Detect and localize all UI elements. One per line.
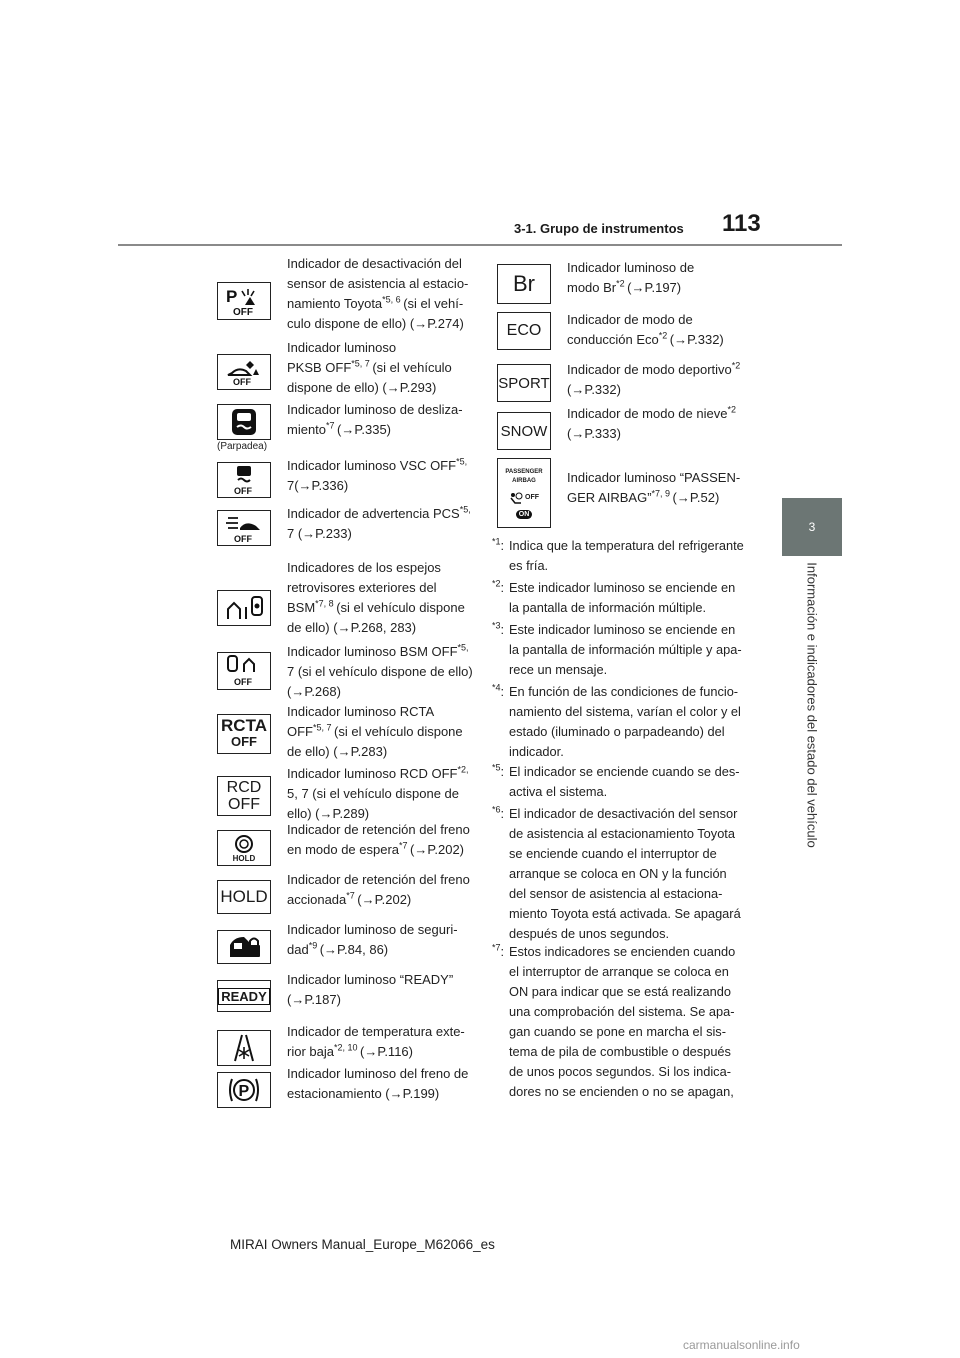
footnote-text: Indica que la temperatura del refrigerante es fría.	[509, 538, 744, 573]
chapter-tab	[782, 498, 842, 556]
footnote-text: Estos indicadores se encienden cuando el interruptor de arranque se coloca en ON para indicar que se está realizando una comprobación del sistema. Se apa- gan cuando se pone en marcha el sis- tema de pila de combustible o después de unos pocos segundos. Si los indica- dores no se encienden o no se apagan,	[509, 944, 736, 1099]
indicator-description: Indicador luminoso PKSB OFF$^{*5, 7}$ (si el vehículo dispone de ello) (→P.293)	[287, 340, 452, 395]
icon-text: HOLD	[232, 853, 256, 863]
icon-text: READY	[218, 988, 270, 1005]
indicator-description: Indicador luminoso de modo Br$^{*2}$ (→P.197)	[567, 260, 695, 295]
ready-icon	[217, 980, 271, 1012]
indicator-description: Indicador de retención del freno en modo de espera$^{*7}$ (→P.202)	[287, 822, 470, 857]
vsc-off-icon	[217, 462, 271, 498]
icon-text: OFF	[231, 734, 257, 749]
footnote-7	[492, 942, 746, 1102]
svg-text:OFF: OFF	[233, 307, 253, 317]
pksb-off-icon	[217, 354, 271, 390]
watermark: carmanualsonline.info	[683, 1338, 800, 1352]
icon-text: AIRBAG	[512, 477, 536, 484]
footnote-6	[492, 804, 746, 944]
hold-engaged-icon	[217, 880, 271, 914]
icon-text: HOLD	[220, 887, 268, 906]
chapter-title-vertical: Información e indicadores del estado del vehículo	[804, 562, 820, 848]
indicator-description: Indicador de advertencia $PCS^{*5,}$ 7 (→P.233)	[287, 504, 471, 541]
indicator-description: Indicador de modo de nieve$^{*2}$ (→P.333)	[567, 404, 736, 441]
footnote-5	[492, 762, 746, 802]
indicator-description: Indicador luminoso BSM $OFF^{*5,}$ 7 (si el vehículo dispone de ello) (→P.268)	[287, 642, 473, 699]
br-mode-icon	[497, 264, 551, 304]
pcs-warning-icon	[217, 510, 271, 546]
indicator-description: Indicador luminoso RCTA OFF$^{*5, 7}$ (si el vehículo dispone de ello) (→P.283)	[287, 704, 463, 759]
icon-text: SNOW	[500, 422, 548, 440]
icon-text: ON	[516, 510, 533, 519]
icon-text: RCTA	[221, 716, 267, 735]
footnote-2	[492, 578, 746, 618]
footnote-marker: $^{*5}$:	[492, 762, 505, 779]
footnote-marker: $^{*3}$:	[492, 620, 505, 637]
footnote-marker: $^{*6}$:	[492, 804, 505, 821]
icon-text: SPORT	[498, 374, 550, 392]
section-title: 3-1. Grupo de instrumentos	[514, 221, 684, 236]
header-rule	[118, 244, 842, 246]
indicator-description: Indicador luminoso “READY” (→P.187)	[287, 972, 454, 1007]
security-icon	[217, 930, 271, 964]
footnote-1	[492, 536, 746, 576]
footnote-marker: $^{*1}$:	[492, 536, 505, 553]
footnote-marker: $^{*2}$:	[492, 578, 505, 595]
icon-text: PASSENGER	[505, 468, 543, 475]
icon-text: ECO	[506, 322, 542, 339]
low-temp-icon	[217, 1030, 271, 1066]
slip-icon	[217, 404, 271, 440]
indicator-description: Indicador luminoso de seguri- dad$^{*9}$ (→P.84, 86)	[287, 922, 458, 957]
parking-sensor-off-icon	[217, 282, 271, 320]
icon-text: OFF	[228, 796, 260, 813]
page-number: 113	[722, 210, 761, 237]
icon-text: RCD	[226, 779, 262, 796]
bsm-mirror-icon	[217, 590, 271, 626]
indicator-description: Indicador de desactivación del sensor de asistencia al estacio- namiento Toyota$^{*5, 6}$ (si el vehí- culo dispone de ello) (→P.274)	[287, 256, 469, 331]
indicator-description: Indicador de modo de conducción Eco$^{*2}$ (→P.332)	[567, 312, 724, 347]
eco-mode-icon	[497, 312, 551, 350]
passenger-airbag-icon	[497, 458, 551, 528]
indicator-description: Indicador de modo deportivo$^{*2}$ (→P.332)	[567, 360, 741, 397]
footnote-text: Este indicador luminoso se enciende en la pantalla de información múltiple.	[509, 580, 736, 615]
airbag-seat-icon	[509, 492, 523, 504]
indicator-description: Indicador luminoso de desliza- miento$^{*7}$ (→P.335)	[287, 402, 463, 437]
svg-text:OFF: OFF	[234, 677, 252, 687]
chapter-number: 3	[808, 520, 816, 534]
svg-text:OFF: OFF	[234, 534, 252, 544]
svg-text:OFF: OFF	[233, 377, 251, 387]
icon-text: P	[238, 1083, 250, 1100]
bsm-off-icon	[217, 652, 271, 690]
indicator-description: Indicador luminoso del freno de estacionamiento (→P.199)	[287, 1066, 469, 1101]
indicator-description: Indicadores de los espejos retrovisores exteriores del BSM$^{*7, 8}$ (si el vehículo dispone de ello) (→P.268, 283)	[287, 560, 465, 635]
svg-text:OFF: OFF	[234, 486, 252, 496]
footnote-text: El indicador de desactivación del sensor de asistencia al estacionamiento Toyota se enciende cuando el interruptor de arranque se coloca en ON y la función del sensor de asistencia al estaciona- miento Toyota está activada. Se apagará después de unos segundos.	[509, 806, 741, 941]
rcd-off-icon	[217, 776, 271, 816]
footnote-4	[492, 682, 746, 762]
svg-text:P: P	[226, 287, 238, 306]
icon-caption: (Parpadea)	[217, 441, 268, 452]
hold-standby-icon	[217, 830, 271, 866]
snow-mode-icon	[497, 412, 551, 450]
indicator-description: Indicador luminoso VSC $OFF^{*5,}$ 7(→P.336)	[287, 456, 468, 493]
footnote-marker: $^{*4}$:	[492, 682, 505, 699]
icon-text: OFF	[525, 494, 539, 501]
parking-brake-icon	[217, 1072, 271, 1108]
indicator-description: Indicador luminoso “PASSEN- GER AIRBAG”$^{*7, 9}$ (→P.52)	[567, 470, 741, 505]
footnote-text: El indicador se enciende cuando se des- activa el sistema.	[509, 764, 740, 799]
sport-mode-icon	[497, 364, 551, 402]
icon-text: Br	[513, 271, 535, 296]
footnote-marker: $^{*7}$:	[492, 942, 505, 959]
indicator-description: Indicador de temperatura exte- rior baja$^{*2, 10}$ (→P.116)	[287, 1024, 465, 1059]
rcta-off-icon	[217, 714, 271, 754]
footnote-text: Este indicador luminoso se enciende en la pantalla de información múltiple y apa- rece un mensaje.	[509, 622, 742, 677]
footnote-text: En función de las condiciones de funcio- namiento del sistema, varían el color y el estado (iluminado o parpadeando) del indicador.	[509, 684, 741, 759]
indicator-description: Indicador luminoso RCD $OFF^{*2,}$ 5, 7 (si el vehículo dispone de ello) (→P.289)	[287, 764, 469, 821]
footnote-3	[492, 620, 746, 680]
indicator-description: Indicador de retención del freno accionada$^{*7}$ (→P.202)	[287, 872, 470, 907]
manual-footer: MIRAI Owners Manual_Europe_M62066_es	[230, 1237, 495, 1252]
